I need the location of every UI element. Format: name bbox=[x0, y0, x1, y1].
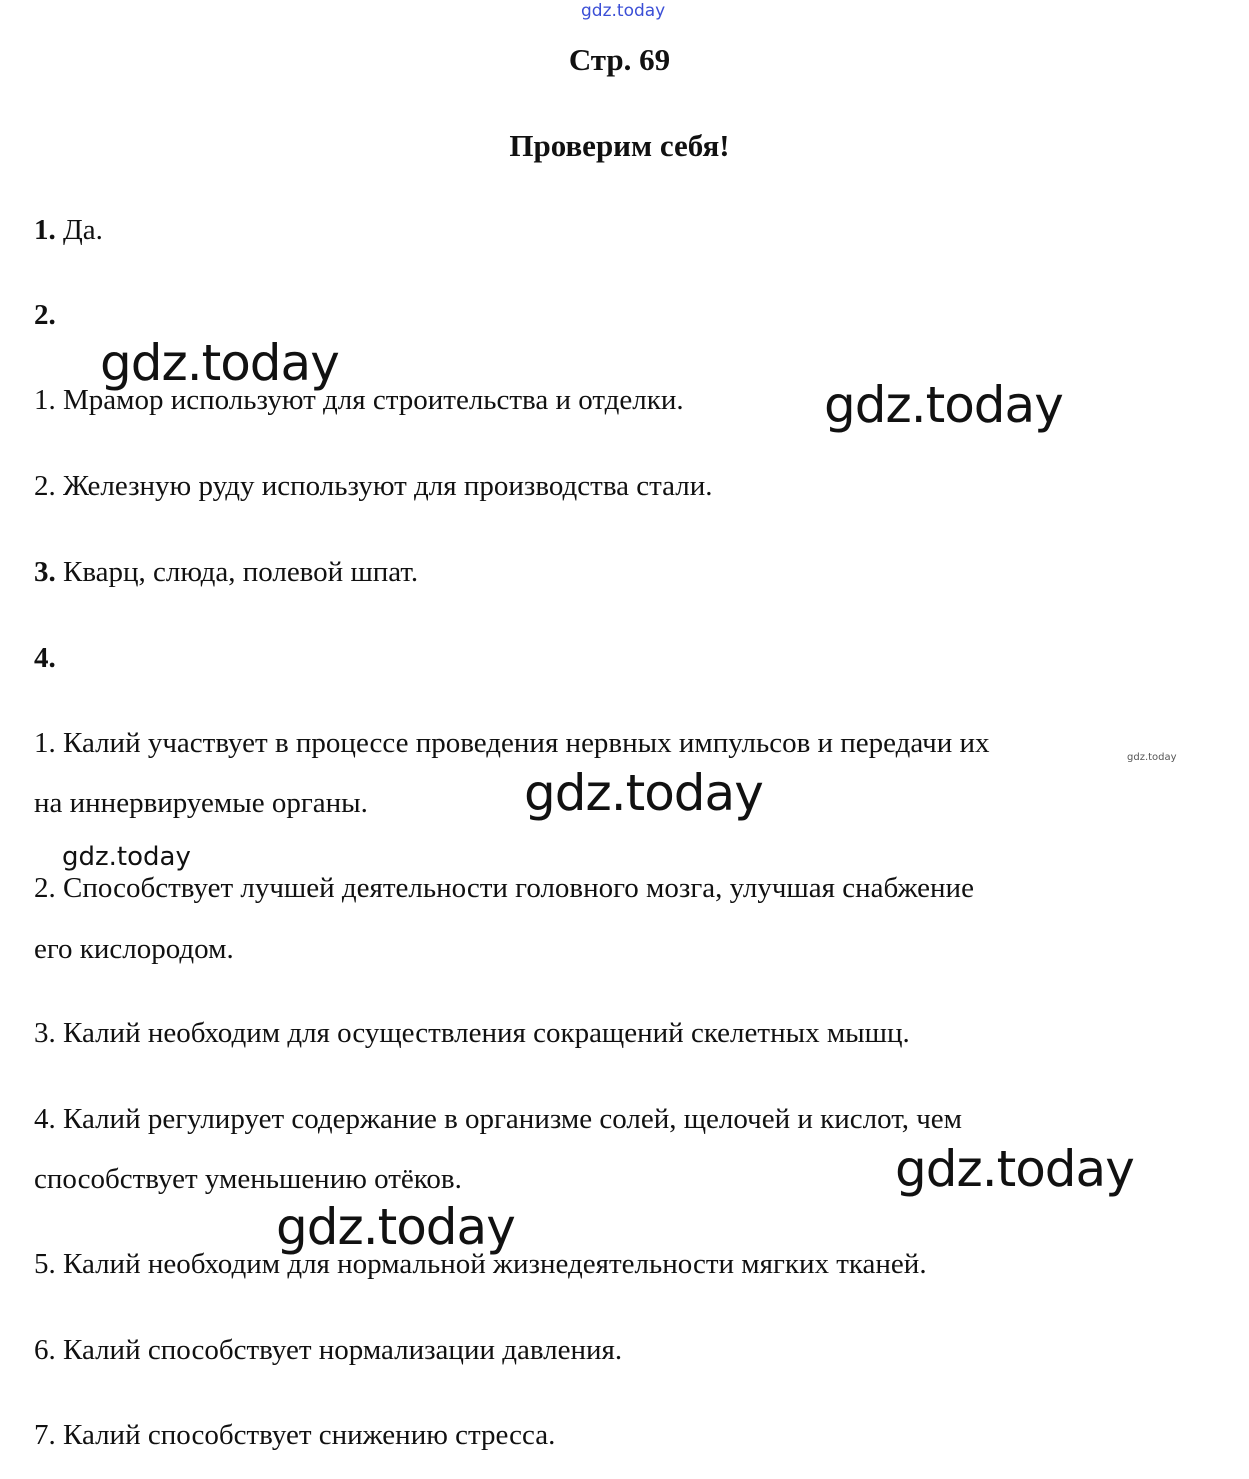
answer-1 bbox=[34, 216, 103, 245]
watermark-top: gdz.today bbox=[581, 1, 666, 21]
watermark-large-5: gdz.today bbox=[276, 1198, 515, 1256]
answer-4-line-2: на иннервируемые органы. bbox=[34, 787, 368, 819]
answer-4-line-7: способствует уменьшению отёков. bbox=[34, 1163, 462, 1195]
answer-2-item-2: 2. Железную руду используют для производства стали. bbox=[34, 470, 713, 502]
answer-4-line-8: 5. Калий необходим для нормальной жизнедеятельности мягких тканей. bbox=[34, 1248, 927, 1280]
answer-text: Да. bbox=[55, 214, 103, 246]
answer-4-number bbox=[34, 644, 56, 673]
answer-number: 3. bbox=[34, 556, 56, 588]
watermark-tiny: gdz.today bbox=[1127, 752, 1177, 763]
answer-text: Кварц, слюда, полевой шпат. bbox=[55, 556, 419, 588]
answer-4-line-10: 7. Калий способствует снижению стресса. bbox=[34, 1419, 556, 1451]
page-title: Стр. 69 bbox=[568, 42, 671, 77]
answer-number: 1. bbox=[34, 214, 56, 246]
watermark-medium: gdz.today bbox=[62, 842, 191, 872]
answer-number: 4. bbox=[34, 642, 56, 674]
answer-4-line-3: 2. Способствует лучшей деятельности головного мозга, улучшая снабжение bbox=[34, 872, 974, 904]
watermark-large-3: gdz.today bbox=[524, 764, 763, 822]
watermark-large-2: gdz.today bbox=[824, 376, 1063, 434]
answer-4-line-4: его кислородом. bbox=[34, 933, 234, 965]
answer-4-line-5: 3. Калий необходим для осуществления сокращений скелетных мышц. bbox=[34, 1017, 910, 1049]
answer-4-line-1: 1. Калий участвует в процессе проведения нервных импульсов и передачи их bbox=[34, 727, 990, 759]
answer-4-line-6: 4. Калий регулирует содержание в организме солей, щелочей и кислот, чем bbox=[34, 1103, 962, 1135]
answer-4-line-9: 6. Калий способствует нормализации давления. bbox=[34, 1334, 623, 1366]
answer-2-number bbox=[34, 301, 56, 330]
answer-2-item-1: 1. Мрамор используют для строительства и отделки. bbox=[34, 384, 684, 416]
watermark-large-1: gdz.today bbox=[100, 334, 339, 392]
section-title: Проверим себя! bbox=[509, 128, 730, 163]
answer-number: 2. bbox=[34, 299, 56, 331]
answer-3 bbox=[34, 558, 418, 587]
watermark-large-4: gdz.today bbox=[895, 1140, 1134, 1198]
